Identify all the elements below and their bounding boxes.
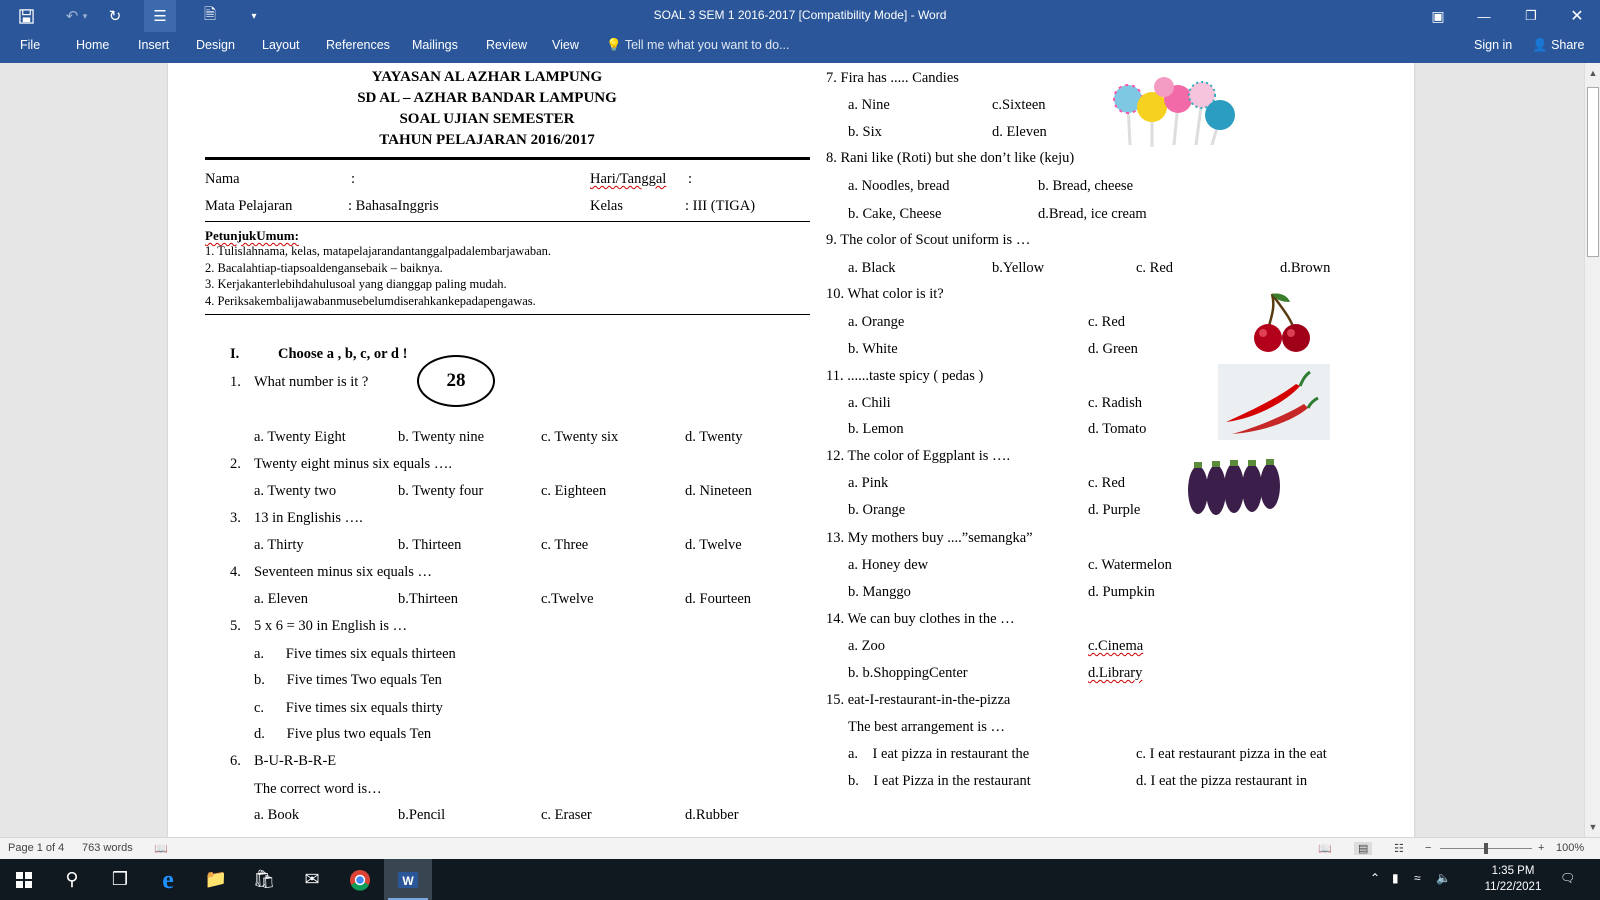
- show-hidden-icons[interactable]: ⌃: [1370, 871, 1381, 885]
- q8-option-a: a. Noodles, bread: [848, 178, 950, 194]
- q13-option-c: c. Watermelon: [1088, 557, 1172, 573]
- zoom-level[interactable]: 100%: [1556, 842, 1585, 854]
- q6-option-d: d.Rubber: [685, 807, 739, 823]
- q5-text: 5 x 6 = 30 in English is …: [254, 618, 408, 634]
- status-bar: [0, 837, 1600, 859]
- tab-references[interactable]: References: [326, 38, 390, 52]
- q3-option-b: b. Thirteen: [398, 537, 462, 553]
- q4-option-d: d. Fourteen: [685, 591, 752, 607]
- q4-number: 4.: [230, 564, 241, 580]
- store-icon[interactable]: 🛍: [252, 869, 276, 889]
- tab-layout[interactable]: Layout: [262, 38, 300, 52]
- volume-icon[interactable]: 🔈: [1436, 871, 1451, 885]
- windows-taskbar: [0, 859, 1600, 900]
- header-line-2: SD AL – AZHAR BANDAR LAMPUNG: [357, 90, 617, 106]
- hari-label: Hari/Tanggal: [590, 171, 667, 187]
- zoom-in-button[interactable]: +: [1538, 842, 1545, 854]
- q6-option-a: a. Book: [254, 807, 300, 823]
- section-title: Choose a , b, c, or d !: [278, 346, 408, 362]
- q15-option-a: a. I eat pizza in restaurant the: [848, 746, 1030, 762]
- q10-option-a: a. Orange: [848, 314, 905, 330]
- customize-quick-access-icon[interactable]: ▾: [251, 10, 257, 22]
- tab-design[interactable]: Design: [196, 38, 235, 52]
- q15-option-d: d. I eat the pizza restaurant in: [1136, 773, 1308, 789]
- q5-number: 5.: [230, 618, 241, 634]
- tab-insert[interactable]: Insert: [138, 38, 170, 52]
- q4-text: Seventeen minus six equals …: [254, 564, 433, 580]
- word-taskbar-icon[interactable]: [384, 859, 432, 900]
- q2-number: 2.: [230, 456, 241, 472]
- instructions-title: PetunjukUmum:: [205, 228, 299, 243]
- scroll-down-icon[interactable]: ▼: [1588, 822, 1598, 832]
- mail-icon[interactable]: ✉: [304, 869, 320, 889]
- q10-option-b: b. White: [848, 341, 898, 357]
- q14-option-b: b. b.ShoppingCenter: [848, 665, 968, 681]
- share-button[interactable]: [1528, 36, 1588, 55]
- document-workspace: [0, 63, 1584, 837]
- web-layout-icon[interactable]: ☷: [1394, 843, 1404, 855]
- q13-option-d: d. Pumpkin: [1088, 584, 1155, 600]
- q5-option-c: c. Five times six equals thirty: [254, 700, 443, 716]
- q12-option-c: c. Red: [1088, 475, 1126, 491]
- q9-option-b: b.Yellow: [992, 260, 1045, 276]
- q8-option-c: b. Cake, Cheese: [848, 206, 942, 222]
- zoom-out-button[interactable]: −: [1425, 842, 1432, 854]
- nama-colon: :: [351, 171, 356, 187]
- q1-option-b: b. Twenty nine: [398, 429, 485, 445]
- q10-text: 10. What color is it?: [826, 286, 944, 302]
- document-page[interactable]: [168, 63, 1414, 837]
- q8-option-d: d.Bread, ice cream: [1038, 206, 1147, 222]
- q14-option-a: a. Zoo: [848, 638, 886, 654]
- clock-time: 1:35 PM: [1491, 865, 1535, 877]
- q7-option-b: b. Six: [848, 124, 882, 140]
- tab-mailings[interactable]: Mailings: [412, 38, 458, 52]
- q5-option-b: b. Five times Two equals Ten: [254, 672, 442, 688]
- kelas-label: Kelas: [590, 198, 624, 214]
- title-bar: [0, 0, 1600, 32]
- windows-logo-icon: [16, 872, 32, 888]
- q15-text: 15. eat-I-restaurant-in-the-pizza: [826, 692, 1011, 708]
- q8-text: 8. Rani like (Roti) but she don’t like (keju): [826, 150, 1075, 166]
- q12-option-b: b. Orange: [848, 502, 906, 518]
- q15-option-c: c. I eat restaurant pizza in the eat: [1136, 746, 1327, 762]
- tab-file[interactable]: File: [20, 38, 41, 52]
- q12-option-d: d. Purple: [1088, 502, 1141, 518]
- q15-subtext: The best arrangement is …: [848, 719, 1006, 735]
- touch-mode-icon[interactable]: ☰: [144, 0, 176, 32]
- read-mode-icon[interactable]: 📖: [1318, 843, 1332, 855]
- q7-option-c: c.Sixteen: [992, 97, 1046, 113]
- q6-option-b: b.Pencil: [398, 807, 446, 823]
- file-explorer-icon[interactable]: 📁: [204, 869, 228, 889]
- hari-colon: :: [688, 171, 693, 187]
- scroll-up-icon[interactable]: ▲: [1588, 68, 1598, 78]
- wifi-icon[interactable]: ≈: [1414, 871, 1421, 885]
- tab-view[interactable]: View: [552, 38, 579, 52]
- q6-number: 6.: [230, 753, 241, 769]
- q3-number: 3.: [230, 510, 241, 526]
- q15-option-b: b. I eat Pizza in the restaurant: [848, 773, 1031, 789]
- chili-picture: [1218, 364, 1330, 440]
- q12-option-a: a. Pink: [848, 475, 889, 491]
- kelas-value: : III (TIGA): [685, 198, 756, 214]
- header-divider: [205, 157, 810, 160]
- q4-option-c: c.Twelve: [541, 591, 594, 607]
- tab-review[interactable]: Review: [486, 38, 527, 52]
- zoom-slider-thumb[interactable]: [1484, 843, 1488, 854]
- q4-option-a: a. Eleven: [254, 591, 308, 607]
- q3-option-c: c. Three: [541, 537, 589, 553]
- form-divider: [205, 221, 810, 222]
- proofing-icon[interactable]: 📖: [154, 843, 168, 855]
- instruction-item: 3. Kerjakanterlebihdahulusoal yang dianggap paling mudah.: [205, 277, 507, 291]
- q1-number: 1.: [230, 374, 241, 390]
- task-view-icon[interactable]: ❒: [111, 869, 129, 889]
- search-icon[interactable]: ⚲: [65, 869, 79, 889]
- print-layout-icon[interactable]: ▤: [1354, 842, 1372, 855]
- q13-option-a: a. Honey dew: [848, 557, 929, 573]
- scroll-thumb[interactable]: [1587, 87, 1599, 257]
- undo-icon[interactable]: ↶: [65, 8, 79, 25]
- q1-option-d: d. Twenty: [685, 429, 743, 445]
- q1-option-a: a. Twenty Eight: [254, 429, 346, 445]
- q6-option-c: c. Eraser: [541, 807, 592, 823]
- document-title: SOAL 3 SEM 1 2016-2017 [Compatibility Mode] - Word: [653, 8, 947, 22]
- share-label: Share: [1551, 38, 1585, 52]
- q10-option-c: c. Red: [1088, 314, 1126, 330]
- q14-text: 14. We can buy clothes in the …: [826, 611, 1015, 627]
- undo-dropdown-icon[interactable]: ▾: [82, 10, 88, 21]
- q3-option-d: d. Twelve: [685, 537, 742, 553]
- close-button[interactable]: ✕: [1570, 8, 1584, 25]
- print-preview-icon[interactable]: 🗎: [203, 5, 217, 23]
- word-count[interactable]: 763 words: [82, 842, 133, 854]
- notifications-icon[interactable]: 🗨: [1560, 871, 1576, 885]
- header-line-3: SOAL UJIAN SEMESTER: [399, 111, 575, 127]
- q7-option-d: d. Eleven: [992, 124, 1047, 140]
- mapel-value: : BahasaInggris: [348, 198, 439, 214]
- instruction-item: 4. Periksakembalijawabanmusebelumdiserahkankepadapengawas.: [205, 294, 536, 308]
- q14-option-d: d.Library: [1088, 665, 1143, 681]
- mapel-label: Mata Pelajaran: [205, 198, 293, 214]
- tell-me-search[interactable]: [606, 38, 790, 53]
- lollipops-picture: [1108, 73, 1246, 149]
- q11-option-c: c. Radish: [1088, 395, 1142, 411]
- q9-option-d: d.Brown: [1280, 260, 1331, 276]
- lightbulb-icon: 💡: [606, 38, 622, 52]
- q1-option-c: c. Twenty six: [541, 429, 619, 445]
- q2-text: Twenty eight minus six equals ….: [254, 456, 452, 472]
- q9-text: 9. The color of Scout uniform is …: [826, 232, 1031, 248]
- redo-icon[interactable]: ↻: [108, 8, 122, 25]
- ribbon-display-options-icon[interactable]: ▣: [1431, 7, 1445, 24]
- start-button[interactable]: [0, 859, 48, 900]
- q9-option-c: c. Red: [1136, 260, 1174, 276]
- q13-text: 13. My mothers buy ....”semangka”: [826, 530, 1033, 546]
- q10-option-d: d. Green: [1088, 341, 1138, 357]
- q7-text: 7. Fira has ..... Candies: [826, 70, 959, 86]
- q3-text: 13 in Englishis ….: [254, 510, 363, 526]
- q11-option-a: a. Chili: [848, 395, 891, 411]
- minimize-button[interactable]: —: [1477, 8, 1491, 24]
- q7-option-a: a. Nine: [848, 97, 890, 113]
- q14-option-c: c.Cinema: [1088, 638, 1144, 654]
- instructions-divider: [205, 314, 810, 315]
- q4-option-b: b.Thirteen: [398, 591, 458, 607]
- nama-label: Nama: [205, 171, 240, 187]
- q2-option-c: c. Eighteen: [541, 483, 607, 499]
- q1-text: What number is it ?: [254, 374, 369, 390]
- cherries-picture: [1248, 290, 1318, 354]
- q2-option-a: a. Twenty two: [254, 483, 337, 499]
- q2-option-b: b. Twenty four: [398, 483, 484, 499]
- q6-text: B-U-R-B-R-E: [254, 753, 337, 769]
- restore-button[interactable]: ❐: [1525, 8, 1537, 23]
- sign-in-link[interactable]: Sign in: [1474, 38, 1513, 52]
- q9-option-a: a. Black: [848, 260, 896, 276]
- section-number: I.: [230, 346, 240, 362]
- q5-option-a: a. Five times six equals thirteen: [254, 646, 456, 662]
- q8-option-b: b. Bread, cheese: [1038, 178, 1134, 194]
- tell-me-label: Tell me what you want to do...: [624, 38, 790, 52]
- eggplant-picture: [1186, 456, 1282, 518]
- header-line-1: YAYASAN AL AZHAR LAMPUNG: [371, 69, 603, 85]
- page-count[interactable]: Page 1 of 4: [8, 842, 65, 854]
- vertical-scrollbar[interactable]: [1584, 63, 1600, 837]
- instruction-item: 2. Bacalahtiap-tiapsoaldengansebaik – baiknya.: [205, 261, 443, 275]
- svg-text:W: W: [402, 873, 414, 888]
- person-icon: 👤: [1532, 38, 1548, 52]
- q11-option-b: b. Lemon: [848, 421, 904, 437]
- chrome-icon[interactable]: [336, 859, 384, 900]
- q3-option-a: a. Thirty: [254, 537, 304, 553]
- q1-number-picture: 28: [417, 355, 495, 407]
- edge-icon[interactable]: e: [162, 864, 174, 894]
- q13-option-b: b. Manggo: [848, 584, 911, 600]
- q6-subtext: The correct word is…: [254, 781, 382, 797]
- q12-text: 12. The color of Eggplant is ….: [826, 448, 1011, 464]
- system-clock[interactable]: [1478, 863, 1548, 895]
- q2-option-d: d. Nineteen: [685, 483, 752, 499]
- battery-icon[interactable]: ▮: [1392, 871, 1399, 885]
- q11-option-d: d. Tomato: [1088, 421, 1147, 437]
- q11-text: 11. ......taste spicy ( pedas ): [826, 368, 984, 384]
- instruction-item: 1. Tulislahnama, kelas, matapelajarandantanggalpadalembarjawaban.: [205, 244, 552, 258]
- q5-option-d: d. Five plus two equals Ten: [254, 726, 432, 742]
- tab-home[interactable]: Home: [76, 38, 110, 52]
- ribbon-tabs: [0, 32, 1600, 63]
- header-line-4: TAHUN PELAJARAN 2016/2017: [379, 132, 595, 148]
- clock-date: 11/22/2021: [1484, 881, 1542, 893]
